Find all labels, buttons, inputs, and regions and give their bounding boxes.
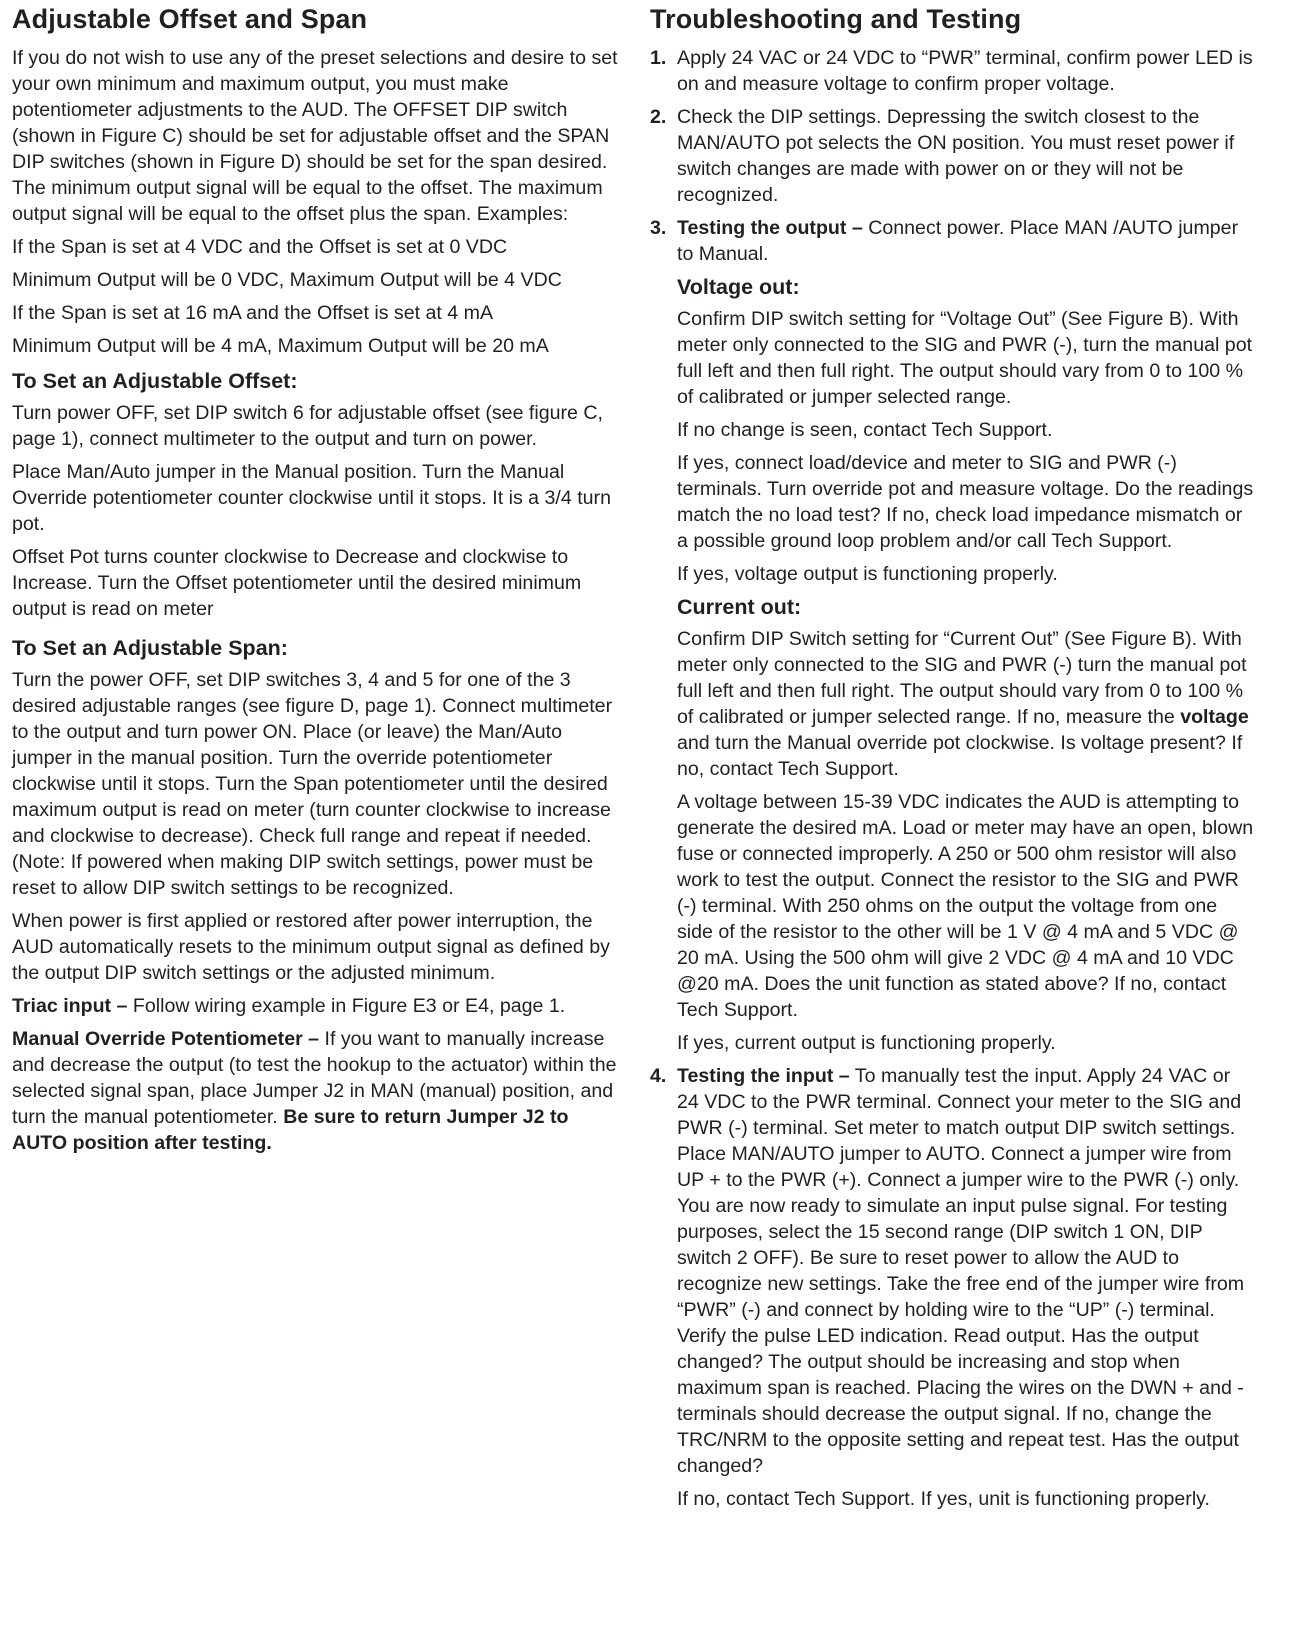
step-label: Testing the input – <box>677 1065 850 1087</box>
voltage-paragraph: Confirm DIP switch setting for “Voltage Out” (See Figure B). With meter only connected to the SIG and PWR (-), turn the manual pot full left and then full right. The output should vary from 0 to 100 % of calibrated or jumper selected range. <box>677 308 1253 408</box>
left-column <box>12 4 620 1163</box>
right-column <box>650 4 1255 1519</box>
text: and turn the Manual override pot clockwise. Is voltage present? If no, contact Tech Support. <box>677 732 1243 780</box>
example-line: Minimum Output will be 0 VDC, Maximum Output will be 4 VDC <box>12 269 562 291</box>
current-paragraph <box>677 626 1255 782</box>
step-text <box>677 1063 1255 1479</box>
section-title: Adjustable Offset and Span <box>12 4 368 34</box>
step-3 <box>650 215 1255 1056</box>
bold-text: voltage <box>1180 706 1249 728</box>
voltage-paragraph: If yes, connect load/device and meter to SIG and PWR (-) terminals. Turn override pot and measure voltage. Do the readings match the no load test? If no, check load impedance mismatch or a possible ground loop problem and/or call Tech Support. <box>677 452 1254 552</box>
current-out-heading: Current out: <box>677 595 802 619</box>
example-line: Minimum Output will be 4 mA, Maximum Output will be 20 mA <box>12 335 549 357</box>
step-text: Check the DIP settings. Depressing the switch closest to the MAN/AUTO pot selects the ON position. You must reset power if switch changes are made with power on or they will not be recognized. <box>677 106 1235 206</box>
offset-heading: To Set an Adjustable Offset: <box>12 369 298 393</box>
triac-text: Follow wiring example in Figure E3 or E4, page 1. <box>127 995 566 1017</box>
step-number: 4. <box>650 1065 667 1087</box>
step-2 <box>650 104 1255 208</box>
step-4 <box>650 1063 1255 1512</box>
example-line: If the Span is set at 4 VDC and the Offset is set at 0 VDC <box>12 236 508 258</box>
step-1 <box>650 45 1255 97</box>
triac-paragraph <box>12 993 620 1019</box>
manual-override-paragraph <box>12 1026 620 1156</box>
step-number: 1. <box>650 47 667 69</box>
section-title: Troubleshooting and Testing <box>650 4 1022 34</box>
span-paragraph: Turn the power OFF, set DIP switches 3, 4 and 5 for one of the 3 desired adjustable ranges (see figure D, page 1). Connect multimeter to the output and turn power ON. Place (or leave) the Man/Auto jumper in the manual position. Turn the override potentiometer clockwise until it stops. Turn the Span potentiometer until the desired maximum output is read on meter (turn counter clockwise to increase and clockwise to decrease). Check full range and repeat if needed. (Note: If powered when making DIP switch settings, power must be reset to allow DIP switch settings to be recognized. <box>12 669 613 899</box>
voltage-out-heading: Voltage out: <box>677 275 800 299</box>
offset-paragraph: Place Man/Auto jumper in the Manual position. Turn the Manual Override potentiometer counter clockwise until it stops. It is a 3/4 turn pot. <box>12 461 611 535</box>
manual-override-label: Manual Override Potentiometer – <box>12 1028 320 1050</box>
current-paragraph: If yes, current output is functioning properly. <box>677 1032 1056 1054</box>
current-paragraph: A voltage between 15-39 VDC indicates the AUD is attempting to generate the desired mA. Load or meter may have an open, blown fuse or connected improperly. A 250 or 500 ohm resistor will also work to test the output. Connect the resistor to the SIG and PWR (-) terminal. With 250 ohms on the output the voltage from one side of the resistor to the other will be 1 V @ 4 mA and 5 VDC @ 20 mA. Using the 500 ohm will give 2 VDC @ 4 mA and 10 VDC @20 mA. Does the unit function as stated above? If no, contact Tech Support. <box>677 791 1254 1021</box>
troubleshooting-steps <box>650 45 1255 1512</box>
step-body: To manually test the input. Apply 24 VAC or 24 VDC to the PWR terminal. Connect your meter to the SIG and PWR (-) terminal. Set meter to match output DIP switch settings. Place MAN/AUTO jumper to AUTO. Connect a jumper wire from UP + to the PWR (+). Connect a jumper wire to the PWR (-) only. You are now ready to simulate an input pulse signal. For testing purposes, select the 15 second range (DIP switch 1 ON, DIP switch 2 OFF). Be sure to reset power to allow the AUD to recognize new settings. Take the free end of the jumper wire from “PWR” (-) and connect by holding wire to the “UP” (-) terminal. Verify the pulse LED indication. Read output. Has the output changed? The output should be increasing and stop when maximum span is reached. Placing the wires on the DWN + and - terminals should decrease the output signal. If no, change the TRC/NRM to the opposite setting and repeat test. Has the output changed? <box>677 1065 1245 1477</box>
voltage-paragraph: If yes, voltage output is functioning properly. <box>677 563 1058 585</box>
intro-paragraph: If you do not wish to use any of the preset selections and desire to set your own minimum and maximum output, you must make potentiometer adjustments to the AUD. The OFFSET DIP switch (shown in Figure C) should be set for adjustable offset and the SPAN DIP switches (shown in Figure D) should be set for the span desired. The minimum output signal will be equal to the offset. The maximum output signal will be equal to the offset plus the span. Examples: <box>12 47 618 225</box>
voltage-paragraph: If no change is seen, contact Tech Support. <box>677 419 1053 441</box>
text: Confirm DIP Switch setting for “Current Out” (See Figure B). With meter only connected to the SIG and PWR (-) turn the manual pot full left and then full right. The output should vary from 0 to 100 % of calibrated or jumper selected range. If no, measure the <box>677 628 1247 728</box>
step-text: Apply 24 VAC or 24 VDC to “PWR” terminal, confirm power LED is on and measure voltage to confirm proper voltage. <box>677 47 1253 95</box>
offset-paragraph: Offset Pot turns counter clockwise to Decrease and clockwise to Increase. Turn the Offset potentiometer until the desired minimum output is read on meter <box>12 546 582 620</box>
triac-label: Triac input – <box>12 995 128 1017</box>
example-line: If the Span is set at 16 mA and the Offset is set at 4 mA <box>12 302 494 324</box>
step-body: Connect power. Place MAN /AUTO jumper to Manual. <box>677 217 1239 265</box>
manual-override-text: If you want to manually increase and decrease the output (to test the hookup to the actuator) within the selected signal span, place Jumper J2 in MAN (manual) position, and turn the manual potentiometer. <box>12 1028 617 1128</box>
step-text <box>677 215 1255 267</box>
step-conclusion: If no, contact Tech Support. If yes, unit is functioning properly. <box>677 1488 1210 1510</box>
step-number: 2. <box>650 106 667 128</box>
span-paragraph: When power is first applied or restored after power interruption, the AUD automatically resets to the minimum output signal as defined by the output DIP switch settings or the adjusted minimum. <box>12 910 610 984</box>
offset-paragraph: Turn power OFF, set DIP switch 6 for adjustable offset (see figure C, page 1), connect multimeter to the output and turn on power. <box>12 402 603 450</box>
manual-override-warning: Be sure to return Jumper J2 to AUTO position after testing. <box>12 1106 569 1154</box>
span-heading: To Set an Adjustable Span: <box>12 636 288 660</box>
step-label: Testing the output – <box>677 217 863 239</box>
step-number: 3. <box>650 217 667 239</box>
